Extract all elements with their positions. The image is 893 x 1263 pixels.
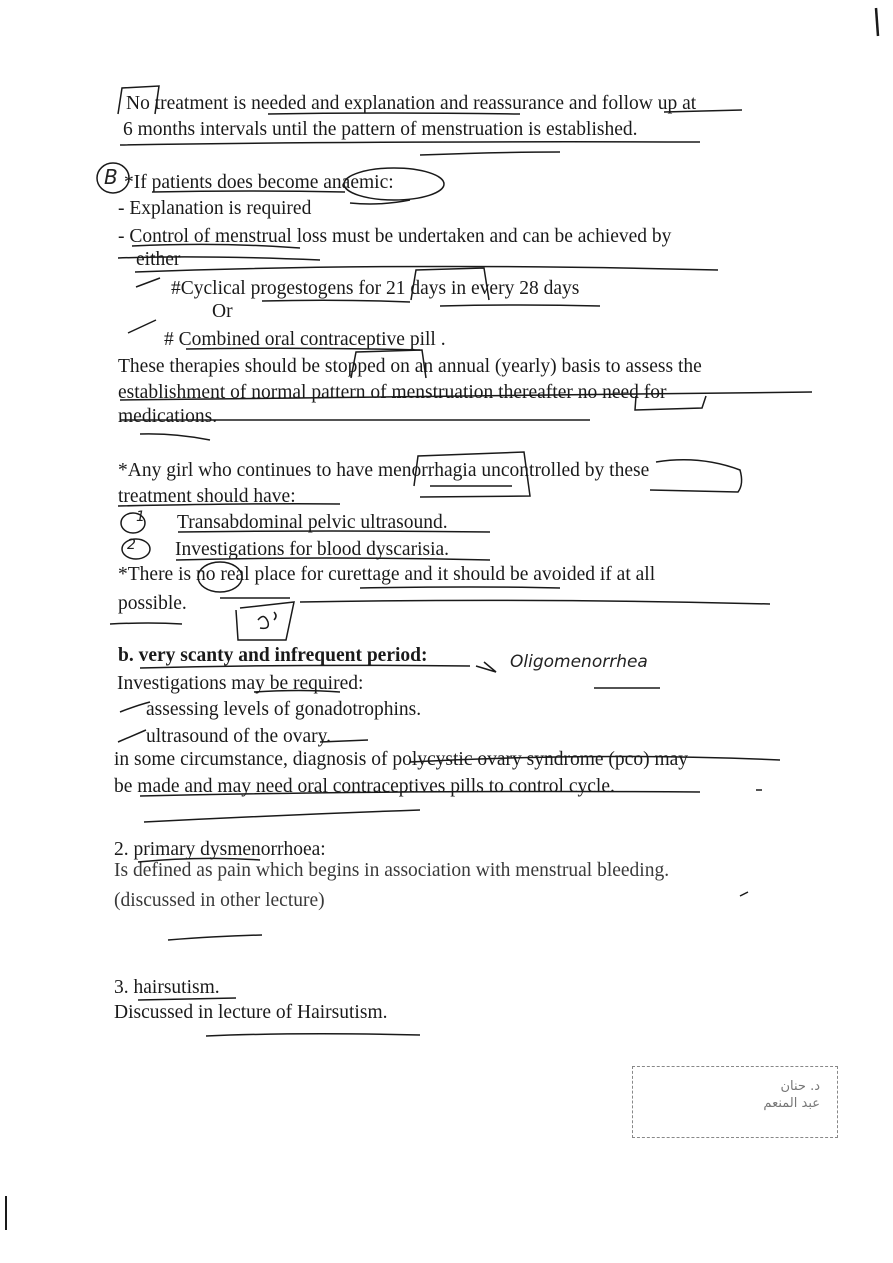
margin-mark-1: 1	[136, 509, 145, 525]
text-line: in some circumstance, diagnosis of polycystic ovary syndrome (pco) may	[114, 749, 689, 770]
text-line: 6 months intervals until the pattern of menstruation is established.	[123, 119, 638, 140]
heading-scanty-period: b. very scanty and infrequent period:	[118, 645, 428, 666]
text-line: - Explanation is required	[118, 198, 312, 219]
text-line: Transabdominal pelvic ultrasound.	[177, 512, 448, 533]
text-line: treatment should have:	[118, 486, 296, 507]
text-line: Discussed in lecture of Hairsutism.	[114, 1002, 388, 1023]
official-stamp	[632, 1066, 838, 1138]
heading-hairsutism: 3. hairsutism.	[114, 977, 220, 998]
text-line: These therapies should be stopped on an annual (yearly) basis to assess the	[118, 356, 702, 377]
stamp-text	[650, 1078, 820, 1112]
text-line: Investigations may be required:	[117, 673, 364, 694]
text-line: # Combined oral contraceptive pill .	[164, 329, 446, 350]
text-line: - Control of menstrual loss must be undertaken and can be achieved by	[118, 226, 672, 247]
text-line: be made and may need oral contraceptives pills to control cycle.	[114, 776, 615, 797]
text-line: Or	[212, 301, 233, 322]
text-line: establishment of normal pattern of menstruation thereafter no need for	[118, 382, 667, 403]
heading-anaemic: *If patients does become anaemic:	[124, 172, 394, 193]
text-line: ultrasound of the ovary.	[146, 726, 332, 747]
text-line: #Cyclical progestogens for 21 days in every 28 days	[171, 278, 580, 299]
margin-mark-2: 2	[127, 537, 136, 553]
text-line: medications.	[118, 406, 218, 427]
stamp-line: د. حنان	[780, 1079, 820, 1094]
text-line: Investigations for blood dyscarisia.	[175, 539, 450, 560]
text-line: *Any girl who continues to have menorrhagia uncontrolled by these	[118, 460, 650, 481]
text-line: Is defined as pain which begins in association with menstrual bleeding.	[114, 860, 670, 881]
margin-mark-b: B	[104, 165, 118, 189]
heading-dysmenorrhoea: 2. primary dysmenorrhoea:	[114, 839, 326, 860]
text-line: either	[136, 249, 181, 270]
text-line: *There is no real place for curettage and it should be avoided if at all	[118, 564, 656, 585]
text-line: assessing levels of gonadotrophins.	[146, 699, 422, 720]
text-line: (discussed in other lecture)	[114, 890, 325, 911]
handwritten-side-note: Oligomenorrhea	[510, 652, 648, 672]
stamp-line: عبد المنعم	[763, 1096, 820, 1111]
text-line: No treatment is needed and explanation and reassurance and follow up at	[126, 93, 697, 114]
text-line: possible.	[118, 593, 187, 614]
